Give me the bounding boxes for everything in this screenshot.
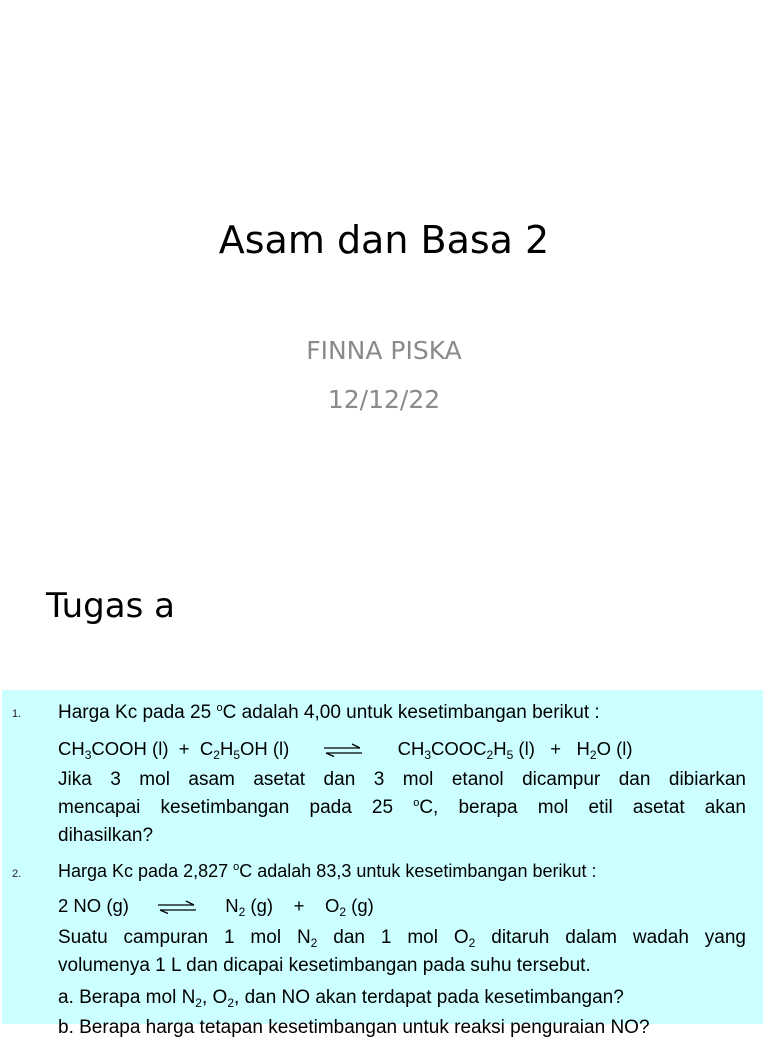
presentation-date: 12/12/22 [327, 385, 441, 414]
problem-1-statement: Harga Kc pada 25 $^o$C adalah 4,00 untuk kesetimbangan berikut : [58, 702, 600, 723]
problem-2-question-a: a. Berapa mol $N_2$, $O_2$, dan NO akan terdapat pada kesetimbangan? [58, 987, 624, 1010]
problem-1-equation: $CH_3COOH$ $(l) + C_2H_5OH$ (l) $CH_3COOC_2H_5$ (l) + $H_2O$ (l) [58, 738, 633, 762]
slide-heading: Tugas a [46, 586, 175, 626]
problem-1-text-line: dihasilkan? [58, 825, 154, 846]
problem-1-text-line: mencapai kesetimbangan pada 25 $^o$C, berapa mol etil asetat akan [58, 797, 747, 818]
author-name: FINNA PISKA [306, 336, 462, 365]
problem-number: 2. [12, 868, 22, 880]
problem-2-text-line: volumenya 1 L dan dicapai kesetimbangan pada suhu tersebut. [58, 955, 591, 976]
problem-box [2, 690, 763, 1038]
problem-number: 1. [12, 708, 22, 720]
presentation-title: Asam dan Basa 2 [218, 218, 550, 262]
equilibrium-arrow-icon [322, 743, 364, 757]
problem-2-statement: Harga Kc pada 2,827 $^o$C adalah 83,3 untuk kesetimbangan berikut : [58, 861, 597, 881]
problem-2-equation: 2 NO (g) $N_2$ (g) + $O_2$ (g) [58, 895, 374, 919]
problem-2-text-line: Suatu campuran 1 mol $N_2$ dan 1 mol $O_2$ ditaruh dalam wadah yang [58, 927, 746, 950]
problem-2-question-b: b. Berapa harga tetapan kesetimbangan untuk reaksi penguraian NO? [58, 1017, 650, 1038]
equilibrium-arrow-icon [156, 900, 198, 914]
problem-1-text-line: Jika 3 mol asam asetat dan 3 mol etanol dicampur dan dibiarkan [58, 769, 746, 790]
